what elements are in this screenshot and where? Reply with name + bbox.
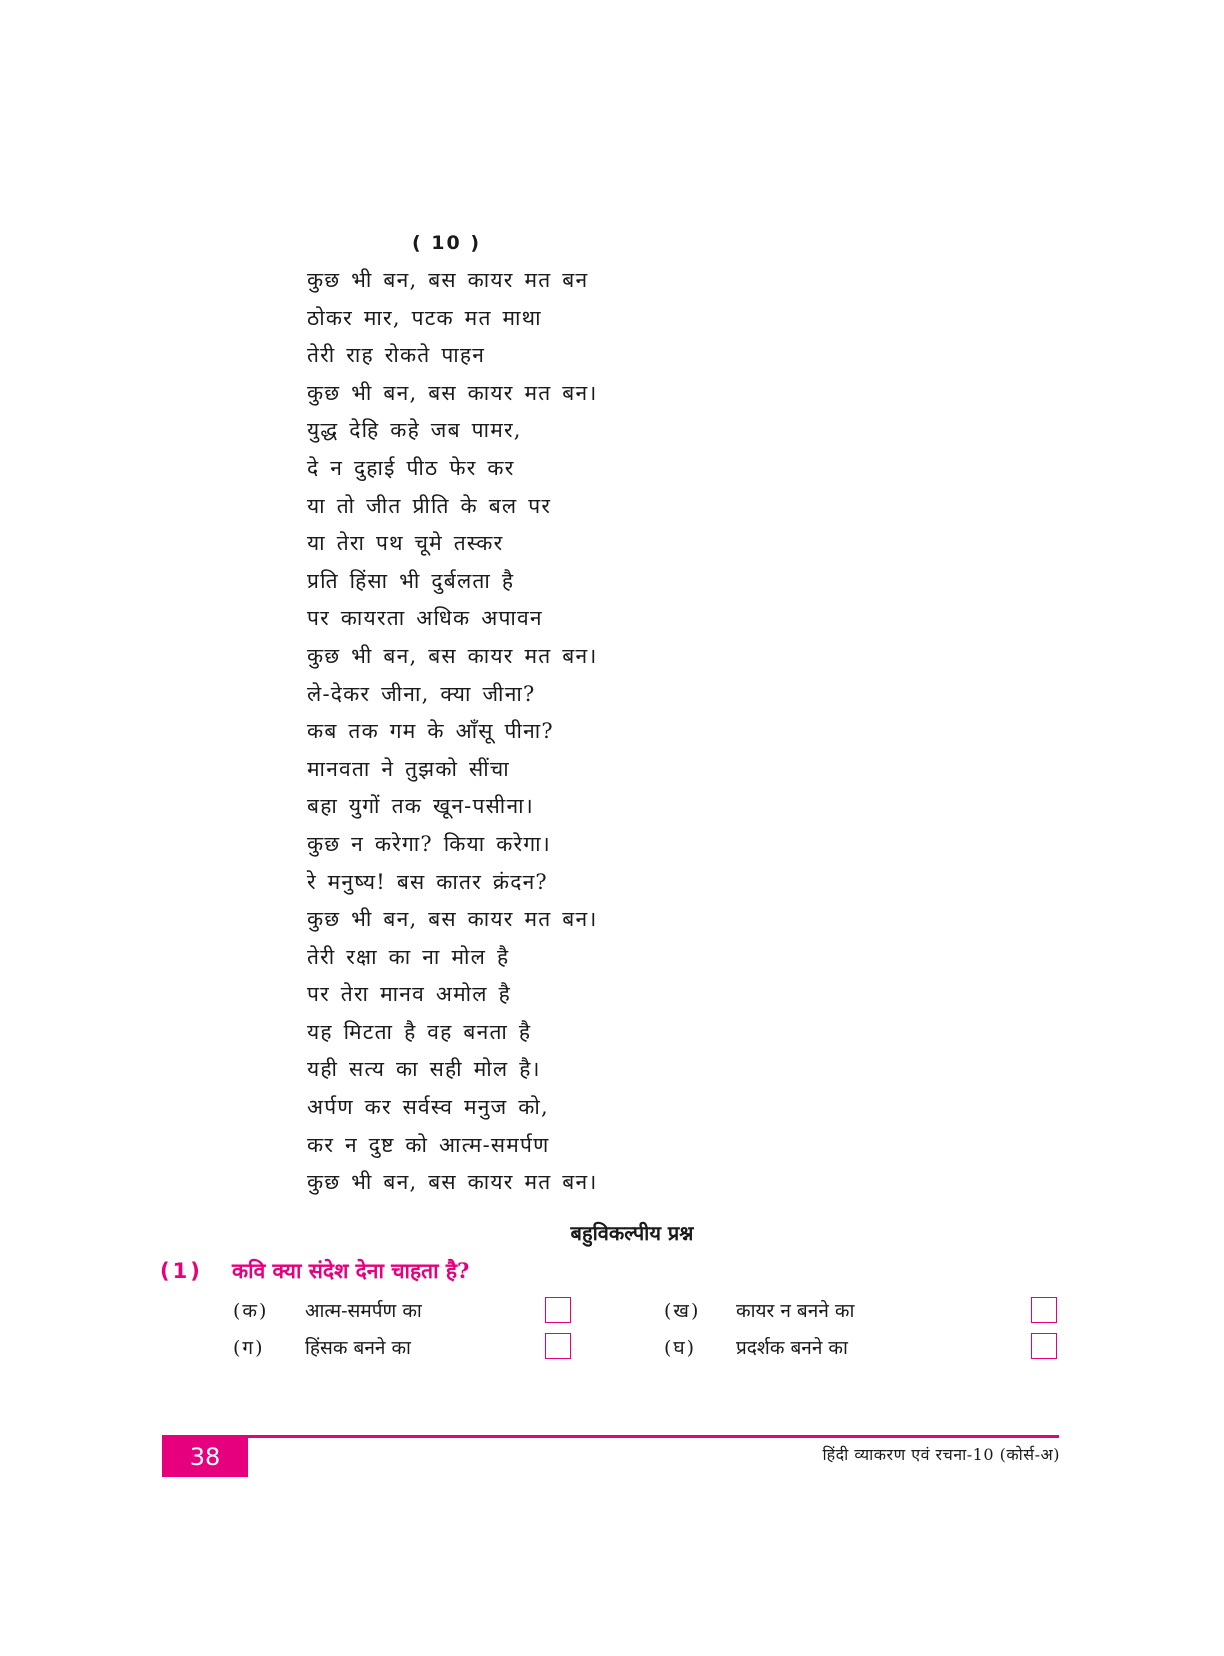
poem-line: युद्ध देहि कहे जब पामर, xyxy=(307,418,522,443)
option-marker: (क) xyxy=(233,1300,269,1322)
option-text: आत्म-समर्पण का xyxy=(305,1300,422,1322)
poem-line: या तेरा पथ चूमे तस्कर xyxy=(307,531,504,556)
option-text: कायर न बनने का xyxy=(736,1300,855,1322)
poem-line: ले-देकर जीना, क्या जीना? xyxy=(307,681,536,706)
poem-line: यही सत्य का सही मोल है। xyxy=(307,1057,541,1082)
question xyxy=(160,1257,469,1285)
poem-line: यह मिटता है वह बनता है xyxy=(307,1019,532,1044)
option-marker: (ग) xyxy=(233,1337,265,1359)
section-heading: बहुविकल्पीय प्रश्न xyxy=(570,1221,694,1245)
poem-line: कुछ भी बन, बस कायर मत बन। xyxy=(307,1170,598,1195)
poem-line: प्रति हिंसा भी दुर्बलता है xyxy=(307,568,515,593)
option-marker: (ख) xyxy=(664,1300,701,1322)
option-text: हिंसक बनने का xyxy=(305,1337,411,1359)
poem-line: पर तेरा मानव अमोल है xyxy=(307,982,511,1007)
poem-line: कुछ भी बन, बस कायर मत बन। xyxy=(307,643,598,668)
poem-line: बहा युगों तक खून-पसीना। xyxy=(307,794,534,819)
footer-divider xyxy=(162,1435,1059,1438)
footer-book-title: हिंदी व्याकरण एवं रचना-10 (कोर्स-अ) xyxy=(822,1445,1060,1464)
poem-line: या तो जीत प्रीति के बल पर xyxy=(307,493,552,518)
option-kha-checkbox[interactable] xyxy=(1031,1297,1057,1323)
poem-line: कब तक गम के आँसू पीना? xyxy=(307,719,554,744)
poem-line: कुछ भी बन, बस कायर मत बन xyxy=(307,268,589,292)
option-marker: (घ) xyxy=(664,1337,697,1359)
option-ka-checkbox[interactable] xyxy=(545,1297,571,1323)
poem-line: ठोकर मार, पटक मत माथा xyxy=(307,305,542,330)
page-number: 38 xyxy=(162,1437,248,1477)
poem xyxy=(307,262,597,1202)
poem-line: मानवता ने तुझको सींचा xyxy=(307,756,510,781)
poem-line: कुछ भी बन, बस कायर मत बन। xyxy=(307,380,598,405)
option-text: प्रदर्शक बनने का xyxy=(736,1337,848,1359)
option-ga-checkbox[interactable] xyxy=(545,1333,571,1359)
poem-line: दे न दुहाई पीठ फेर कर xyxy=(307,455,515,480)
poem-line: तेरी राह रोकते पाहन xyxy=(307,343,486,368)
poem-line: कुछ न करेगा? किया करेगा। xyxy=(307,831,551,856)
passage-number: ( 10 ) xyxy=(412,232,482,254)
poem-line: रे मनुष्य! बस कातर क्रंदन? xyxy=(307,869,548,894)
poem-line: कर न दुष्ट को आत्म-समर्पण xyxy=(307,1132,550,1157)
poem-line: पर कायरता अधिक अपावन xyxy=(307,606,543,631)
poem-line: कुछ भी बन, बस कायर मत बन। xyxy=(307,907,598,932)
question-text: कवि क्या संदेश देना चाहता है? xyxy=(232,1258,470,1283)
option-gha-checkbox[interactable] xyxy=(1031,1333,1057,1359)
poem-line: तेरी रक्षा का ना मोल है xyxy=(307,944,510,969)
poem-line: अर्पण कर सर्वस्व मनुज को, xyxy=(307,1095,549,1120)
question-number: (1) xyxy=(160,1259,203,1283)
